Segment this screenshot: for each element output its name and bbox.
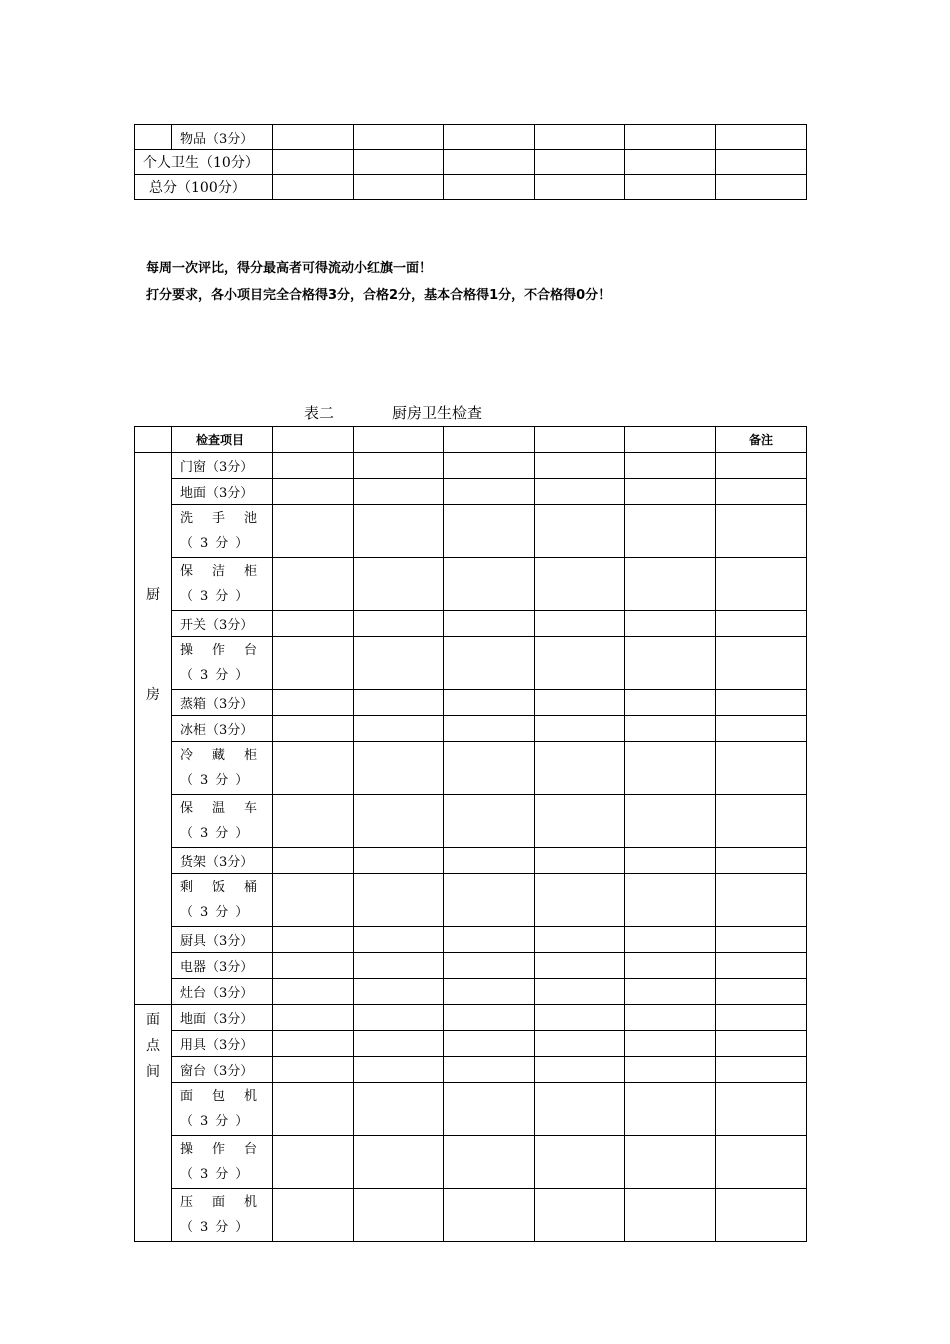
score-cell <box>444 874 535 927</box>
score-cell <box>444 742 535 795</box>
section-label-char: 面 <box>146 1012 160 1028</box>
score-cell <box>625 690 716 716</box>
table-row <box>135 795 807 848</box>
score-cell <box>273 1005 354 1031</box>
table-row <box>135 1189 807 1242</box>
score-cell <box>535 927 625 953</box>
score-cell <box>444 453 535 479</box>
check-item: 面包机（3分） <box>172 1083 273 1136</box>
score-cell <box>273 874 354 927</box>
score-cell <box>354 1031 444 1057</box>
score-cell <box>354 690 444 716</box>
score-cell <box>716 1136 807 1189</box>
table-header-row <box>135 427 807 453</box>
check-item: 操作台（3分） <box>172 1136 273 1189</box>
table-row <box>135 742 807 795</box>
table-row <box>135 125 807 150</box>
score-cell <box>625 637 716 690</box>
score-cell <box>273 1083 354 1136</box>
score-cell <box>535 1057 625 1083</box>
score-cell <box>625 1005 716 1031</box>
check-item: 剩饭桶（3分） <box>172 874 273 927</box>
score-cell <box>535 716 625 742</box>
table-row <box>135 1005 807 1031</box>
score-cell <box>716 874 807 927</box>
score-cell <box>535 637 625 690</box>
score-cell <box>354 716 444 742</box>
score-cell <box>625 1057 716 1083</box>
table-row <box>135 1136 807 1189</box>
table-row <box>135 175 807 200</box>
score-cell <box>354 927 444 953</box>
table-row <box>135 979 807 1005</box>
check-item: 保洁柜（3分） <box>172 558 273 611</box>
score-cell <box>444 479 535 505</box>
score-cell <box>444 1083 535 1136</box>
score-cell <box>625 953 716 979</box>
score-cell <box>354 558 444 611</box>
check-item: 蒸箱（3分） <box>172 690 273 716</box>
table-row <box>135 716 807 742</box>
score-cell <box>273 690 354 716</box>
section-label-char: 间 <box>146 1064 160 1080</box>
score-cell <box>444 953 535 979</box>
score-cell <box>273 1136 354 1189</box>
score-cell <box>444 716 535 742</box>
score-cell <box>625 716 716 742</box>
table-row <box>135 953 807 979</box>
check-item: 操作台（3分） <box>172 637 273 690</box>
table-row <box>135 150 807 175</box>
section-label-char: 点 <box>146 1038 160 1054</box>
check-item: 压面机（3分） <box>172 1189 273 1242</box>
table-cell <box>135 125 172 150</box>
table-row <box>135 505 807 558</box>
score-cell <box>273 795 354 848</box>
score-cell <box>716 716 807 742</box>
score-cell <box>535 742 625 795</box>
score-cell <box>273 848 354 874</box>
score-cell <box>535 690 625 716</box>
score-cell <box>444 795 535 848</box>
score-cell <box>444 848 535 874</box>
check-item: 保温车（3分） <box>172 795 273 848</box>
note-line: 打分要求，各小项目完全合格得3分，合格2分，基本合格得1分，不合格得0分！ <box>146 288 612 303</box>
score-cell <box>354 1057 444 1083</box>
score-cell <box>535 479 625 505</box>
check-item: 冷藏柜（3分） <box>172 742 273 795</box>
score-cell <box>625 1031 716 1057</box>
score-cell <box>716 927 807 953</box>
kitchen-hygiene-table <box>134 426 807 1242</box>
score-cell <box>716 979 807 1005</box>
caption-title: 厨房卫生检查 <box>392 404 483 422</box>
check-item: 厨具（3分） <box>172 927 273 953</box>
score-cell <box>625 479 716 505</box>
table-row <box>135 1083 807 1136</box>
table-row <box>135 927 807 953</box>
score-cell <box>354 953 444 979</box>
table-row <box>135 1057 807 1083</box>
score-cell <box>354 479 444 505</box>
section-label-char: 厨 <box>146 587 160 603</box>
score-cell <box>716 637 807 690</box>
check-item: 货架（3分） <box>172 848 273 874</box>
score-cell <box>716 1057 807 1083</box>
score-cell <box>535 1005 625 1031</box>
score-cell <box>273 505 354 558</box>
score-cell <box>273 953 354 979</box>
score-cell <box>444 1057 535 1083</box>
score-cell <box>625 927 716 953</box>
score-cell <box>273 1189 354 1242</box>
total-label: 总分（100分） <box>135 175 273 200</box>
table-row <box>135 611 807 637</box>
score-cell <box>625 453 716 479</box>
score-cell <box>354 505 444 558</box>
score-cell <box>273 1031 354 1057</box>
table-row <box>135 479 807 505</box>
score-cell <box>273 979 354 1005</box>
score-cell <box>535 1031 625 1057</box>
score-cell <box>625 611 716 637</box>
score-cell <box>535 1189 625 1242</box>
table-row <box>135 1031 807 1057</box>
score-cell <box>535 505 625 558</box>
score-cell <box>625 874 716 927</box>
score-cell <box>354 1083 444 1136</box>
table-row <box>135 848 807 874</box>
score-cell <box>535 1136 625 1189</box>
score-cell <box>444 979 535 1005</box>
table-row <box>135 637 807 690</box>
score-cell <box>535 848 625 874</box>
score-cell <box>273 453 354 479</box>
score-cell <box>716 611 807 637</box>
table-row <box>135 453 807 479</box>
score-cell <box>716 453 807 479</box>
score-cell <box>354 979 444 1005</box>
score-cell <box>625 742 716 795</box>
score-cell <box>535 795 625 848</box>
table-row <box>135 558 807 611</box>
score-cell <box>444 1189 535 1242</box>
score-cell <box>535 453 625 479</box>
score-cell <box>444 1136 535 1189</box>
score-cell <box>273 742 354 795</box>
item-label: 物品（3分） <box>172 125 273 150</box>
score-cell <box>444 690 535 716</box>
score-cell <box>716 795 807 848</box>
check-item: 冰柜（3分） <box>172 716 273 742</box>
score-cell <box>625 979 716 1005</box>
score-cell <box>444 1005 535 1031</box>
check-item: 门窗（3分） <box>172 453 273 479</box>
score-cell <box>273 611 354 637</box>
score-cell <box>444 637 535 690</box>
score-cell <box>535 611 625 637</box>
score-cell <box>444 505 535 558</box>
check-item: 用具（3分） <box>172 1031 273 1057</box>
check-item: 电器（3分） <box>172 953 273 979</box>
score-cell <box>273 637 354 690</box>
table-row <box>135 690 807 716</box>
check-item: 地面（3分） <box>172 479 273 505</box>
score-cell <box>354 453 444 479</box>
score-cell <box>354 1189 444 1242</box>
score-cell <box>273 479 354 505</box>
score-cell <box>716 742 807 795</box>
header-item: 检查项目 <box>172 427 273 453</box>
score-cell <box>625 505 716 558</box>
score-cell <box>625 795 716 848</box>
caption-number: 表二 <box>304 404 335 422</box>
score-cell <box>716 953 807 979</box>
check-item: 洗手池（3分） <box>172 505 273 558</box>
item-label: 个人卫生（10分） <box>135 150 273 175</box>
score-cell <box>716 1005 807 1031</box>
kitchen-section-label <box>135 453 172 1005</box>
score-cell <box>273 716 354 742</box>
score-cell <box>535 558 625 611</box>
score-cell <box>716 690 807 716</box>
score-cell <box>535 1083 625 1136</box>
score-cell <box>273 927 354 953</box>
pastry-section-label <box>135 1005 172 1242</box>
score-cell <box>625 558 716 611</box>
note-line: 每周一次评比，得分最高者可得流动小红旗一面！ <box>146 261 433 276</box>
score-cell <box>354 795 444 848</box>
score-cell <box>716 505 807 558</box>
score-cell <box>716 1083 807 1136</box>
score-cell <box>625 848 716 874</box>
score-cell <box>444 558 535 611</box>
score-cell <box>535 874 625 927</box>
score-cell <box>716 1031 807 1057</box>
score-cell <box>535 979 625 1005</box>
score-cell <box>444 1031 535 1057</box>
score-cell <box>354 611 444 637</box>
score-cell <box>354 1136 444 1189</box>
score-cell <box>535 953 625 979</box>
table-row <box>135 874 807 927</box>
score-cell <box>716 558 807 611</box>
rules-notes <box>146 255 611 309</box>
score-cell <box>625 1083 716 1136</box>
score-cell <box>716 848 807 874</box>
score-cell <box>444 927 535 953</box>
score-cell <box>354 742 444 795</box>
score-cell <box>716 479 807 505</box>
score-cell <box>273 558 354 611</box>
score-cell <box>354 1005 444 1031</box>
header-remark: 备注 <box>716 427 807 453</box>
score-cell <box>625 1189 716 1242</box>
score-cell <box>354 848 444 874</box>
section-label-char: 房 <box>146 687 160 703</box>
check-item: 灶台（3分） <box>172 979 273 1005</box>
check-item: 地面（3分） <box>172 1005 273 1031</box>
score-table-continued <box>134 124 807 200</box>
score-cell <box>625 1136 716 1189</box>
score-cell <box>354 637 444 690</box>
score-cell <box>716 1189 807 1242</box>
score-cell <box>444 611 535 637</box>
score-cell <box>273 1057 354 1083</box>
check-item: 窗台（3分） <box>172 1057 273 1083</box>
table-caption <box>304 402 482 423</box>
score-cell <box>354 874 444 927</box>
check-item: 开关（3分） <box>172 611 273 637</box>
